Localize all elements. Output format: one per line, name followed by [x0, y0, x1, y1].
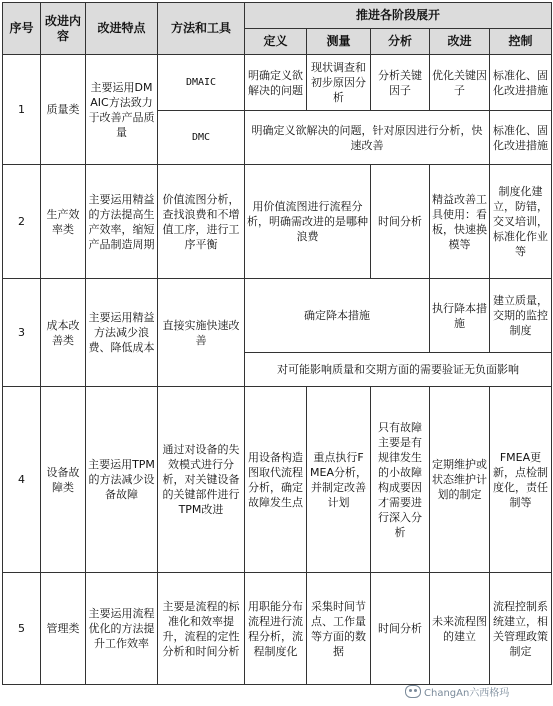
row4-method: 通过对设备的失效模式进行分析，对关键设备的关键部件进行TPM改进 [158, 387, 245, 573]
table-row [3, 165, 552, 279]
row3-seq: 3 [3, 279, 41, 387]
header-method: 方法和工具 [158, 3, 245, 55]
header-define: 定义 [245, 29, 307, 55]
watermark [405, 684, 509, 699]
row2-feature: 主要运用精益的方法提高生产效率，缩短产品制造周期 [86, 165, 158, 279]
row2-seq: 2 [3, 165, 41, 279]
row4-analyze: 只有故障主要是有规律发生的小故障构成要因才需要进行深入分析 [371, 387, 430, 573]
row2-control: 制度化建立，防错，交叉培训，标准化作业等 [490, 165, 552, 279]
wechat-icon [405, 685, 421, 698]
row4-improve: 定期维护或状态维护计划的制定 [430, 387, 490, 573]
row5-method: 主要是流程的标准化和效率提升，流程的定性分析和时间分析 [158, 573, 245, 685]
row4-feature: 主要运用TPM的方法减少设备故障 [86, 387, 158, 573]
row5-content: 管理类 [41, 573, 86, 685]
row4-control: FMEA更新，点检制度化，责任制等 [490, 387, 552, 573]
row5-feature: 主要运用流程优化的方法提升工作效率 [86, 573, 158, 685]
row1-improve: 优化关键因子 [430, 55, 490, 111]
row3-content: 成本改善类 [41, 279, 86, 387]
table-row [3, 55, 552, 111]
table-row [3, 279, 552, 353]
table-row [3, 387, 552, 573]
row1-feature: 主要运用DMAIC方法致力于改善产品质量 [86, 55, 158, 165]
header-feature: 改进特点 [86, 3, 158, 55]
row1-control: 标准化、固化改进措施 [490, 55, 552, 111]
header-seq: 序号 [3, 3, 41, 55]
row5-analyze: 时间分析 [371, 573, 430, 685]
row1-define: 明确定义欲解决的问题 [245, 55, 307, 111]
row4-content: 设备故障类 [41, 387, 86, 573]
row2-content: 生产效率类 [41, 165, 86, 279]
row4-measure: 重点执行FMEA分析，并制定改善计划 [307, 387, 371, 573]
row5-control: 流程控制系统建立，相关管理政策制定 [490, 573, 552, 685]
row2-define-measure: 用价值流图进行流程分析，明确需改进的是哪种浪费 [245, 165, 371, 279]
header-content: 改进内容 [41, 3, 86, 55]
row5-seq: 5 [3, 573, 41, 685]
row3-improve: 执行降本措施 [430, 279, 490, 353]
row3-define-analyze: 确定降本措施 [245, 279, 430, 353]
row1-method-dmc: DMC [158, 111, 245, 165]
row5-measure: 采集时间节点、工作量等方面的数据 [307, 573, 371, 685]
row1-dmc-merged: 明确定义欲解决的问题，针对原因进行分析，快速改善 [245, 111, 490, 165]
improvement-table [2, 2, 552, 685]
row3-feature: 主要运用精益方法减少浪费、降低成本 [86, 279, 158, 387]
row2-improve: 精益改善工具使用：看板，快速换模等 [430, 165, 490, 279]
header-analyze: 分析 [371, 29, 430, 55]
row3-control: 建立质量，交期的监控制度 [490, 279, 552, 353]
header-measure: 测量 [307, 29, 371, 55]
row1-content: 质量类 [41, 55, 86, 165]
row5-define: 用职能分布流程进行流程分析，流程制度化 [245, 573, 307, 685]
row5-improve: 未来流程图的建立 [430, 573, 490, 685]
header-improve: 改进 [430, 29, 490, 55]
row1-seq: 1 [3, 55, 41, 165]
row1-method-dmaic: DMAIC [158, 55, 245, 111]
row2-analyze: 时间分析 [371, 165, 430, 279]
table-row [3, 573, 552, 685]
row3-method: 直接实施快速改善 [158, 279, 245, 387]
row1-measure: 现状调查和初步原因分析 [307, 55, 371, 111]
watermark-text: ChangAn六西格玛 [424, 688, 510, 699]
row1-analyze: 分析关键因子 [371, 55, 430, 111]
row1-dmc-control: 标准化、固化改进措施 [490, 111, 552, 165]
row4-seq: 4 [3, 387, 41, 573]
header-control: 控制 [490, 29, 552, 55]
row4-define: 用设备构造图取代流程分析，确定故障发生点 [245, 387, 307, 573]
row3-note: 对可能影响质量和交期方面的需要验证无负面影响 [245, 353, 552, 387]
row2-method: 价值流图分析，查找浪费和不增值工序，进行工序平衡 [158, 165, 245, 279]
header-stages: 推进各阶段展开 [245, 3, 552, 29]
